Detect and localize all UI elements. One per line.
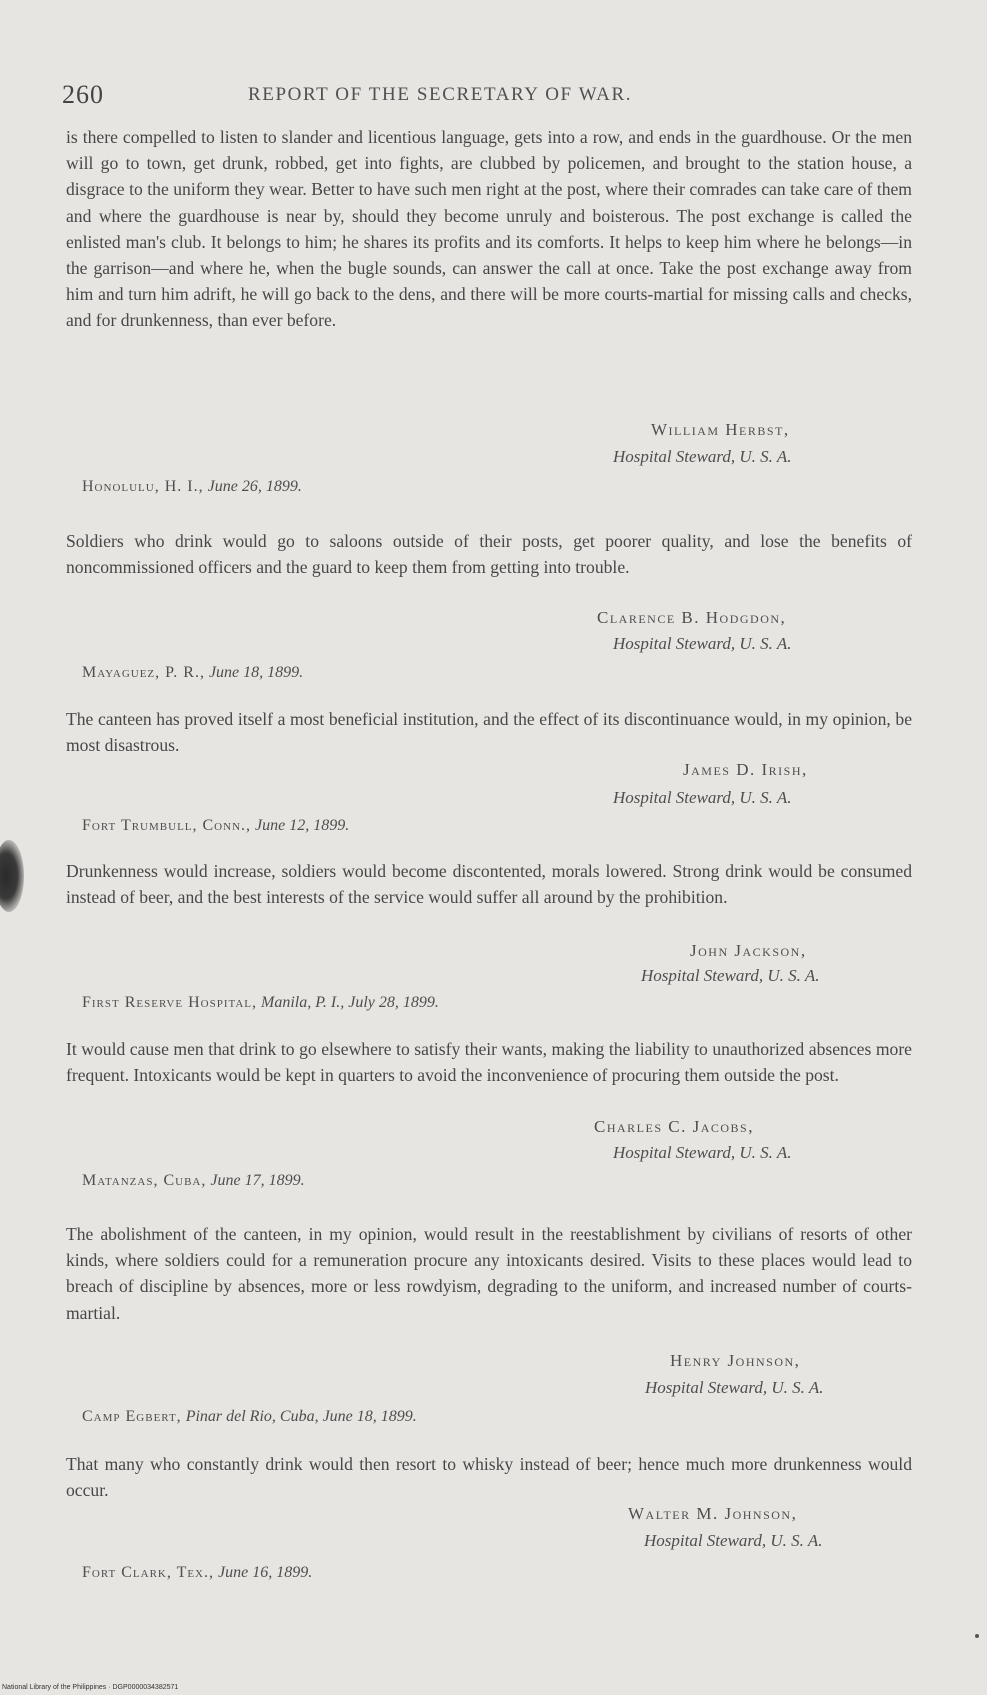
signature-name — [690, 941, 807, 961]
dateline-date: June 17, 1899. — [210, 1172, 305, 1189]
dateline-place: Fort Trumbull, Conn., — [82, 817, 252, 834]
dateline — [82, 1564, 312, 1582]
testimony-paragraph: Drunkenness would increase, soldiers would become discontented, morals lowered. Strong drink would be consumed instead of beer, and the best interests of the service would suffer all around by the prohibition. — [66, 861, 912, 908]
signature-name-text: Clarence B. Hodgdon, — [597, 608, 787, 627]
signature-name — [597, 608, 786, 628]
dateline-place: Camp Egbert, — [82, 1408, 182, 1425]
signature-name — [628, 1504, 797, 1524]
dateline-date: June 16, 1899. — [218, 1564, 313, 1581]
signature-title: Hospital Steward, U. S. A. — [613, 447, 792, 466]
dateline-place: First Reserve Hospital, — [82, 994, 257, 1011]
dateline-date: Manila, P. I., July 28, 1899. — [260, 994, 439, 1011]
dateline-date: June 18, 1899. — [208, 664, 304, 681]
testimony-paragraph: Soldiers who drink would go to saloons outside of their posts, get poorer quality, and lose the benefits of noncommissioned officers and the guard to keep them from getting into trouble. — [66, 531, 912, 578]
signature-name-text: Henry Johnson, — [670, 1351, 801, 1370]
signature-name — [651, 420, 790, 440]
dateline — [82, 1408, 417, 1426]
signature-title: Hospital Steward, U. S. A. — [613, 634, 792, 653]
signature-name — [670, 1351, 800, 1371]
signature-name-text: James D. Irish, — [683, 760, 808, 779]
signature-title: Hospital Steward, U. S. A. — [613, 788, 792, 807]
testimony-paragraph: That many who constantly drink would then resort to whisky instead of beer; hence much more drunkenness would occur. — [66, 1454, 912, 1501]
dateline — [82, 1172, 305, 1190]
dateline-date: June 26, 1899. — [207, 478, 302, 495]
testimony-paragraph: is there compelled to listen to slander and licentious language, gets into a row, and ends in the guardhouse. Or the men will go to town, get drunk, robbed, get into fights, are clubbed by policemen, and brought to the station house, a disgrace to the uniform they wear. Better to have such men right at the post, where their comrades can take care of them and where the guardhouse is near by, should they become unruly and boisterous. The post exchange is called the enlisted man's club. It belongs to him; he shares its profits and its comforts. It helps to keep him where he belongs—in the garrison—and where he, when the bugle sounds, can answer the call at once. Take the post exchange away from him and turn him adrift, he will go back to the dens, and there will be more courts-martial for missing calls and checks, and for drunkenness, than ever before. — [66, 127, 912, 331]
scan-smudge — [0, 840, 24, 912]
page-number: 260 — [62, 80, 104, 109]
dateline — [82, 817, 349, 835]
signature-title: Hospital Steward, U. S. A. — [613, 1143, 792, 1162]
dateline-place: Matanzas, Cuba, — [82, 1172, 207, 1189]
signature-name-text: Charles C. Jacobs, — [594, 1117, 754, 1136]
signature-name-text: John Jackson, — [690, 941, 807, 960]
dateline-place: Honolulu, H. I., — [82, 478, 204, 495]
signature-title: Hospital Steward, U. S. A. — [644, 1531, 823, 1550]
dateline-date: June 12, 1899. — [255, 817, 350, 834]
signature-name-text: William Herbst, — [651, 420, 790, 439]
scan-dust-mark — [975, 1634, 979, 1638]
testimony-paragraph: It would cause men that drink to go elsewhere to satisfy their wants, making the liability to unauthorized absences more frequent. Intoxicants would be kept in quarters to avoid the inconvenience of procuring them outside the post. — [66, 1039, 912, 1086]
testimony-paragraph: The abolishment of the canteen, in my opinion, would result in the reestablishment by civilians of resorts of other kinds, where soldiers could for a remuneration procure any intoxicants desired. Visits to these places would lead to breach of discipline by absences, more or less rowdyism, degrading to the uniform, and increased number of courts-martial. — [66, 1224, 912, 1323]
testimony-paragraph: The canteen has proved itself a most beneficial institution, and the effect of its discontinuance would, in my opinion, be most disastrous. — [66, 709, 912, 756]
dateline-place: Mayaguez, P. R., — [82, 664, 205, 681]
signature-title: Hospital Steward, U. S. A. — [641, 966, 820, 985]
signature-name-text: Walter M. Johnson, — [628, 1504, 798, 1523]
scan-footer: National Library of the Philippines · DGP0000034382571 — [2, 1684, 179, 1691]
dateline-place: Fort Clark, Tex., — [82, 1564, 215, 1581]
dateline — [82, 664, 303, 682]
running-head: REPORT OF THE SECRETARY OF WAR. — [248, 84, 633, 105]
signature-name — [594, 1117, 754, 1137]
dateline-date: Pinar del Rio, Cuba, June 18, 1899. — [185, 1408, 417, 1425]
signature-title: Hospital Steward, U. S. A. — [645, 1378, 824, 1397]
signature-name — [683, 760, 808, 780]
dateline — [82, 478, 302, 496]
dateline — [82, 994, 439, 1012]
